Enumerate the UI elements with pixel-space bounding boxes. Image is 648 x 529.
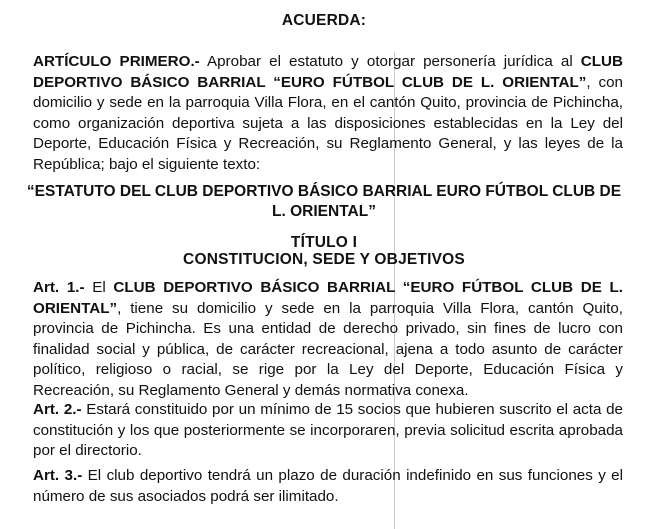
article-3-label: Art. 3.-: [33, 467, 83, 484]
articulo-primero-text-2: , con domicilio y sede en la parroquia Villa Flora, en el cantón Quito, provincia de Pichincha, como organización deportiva sujeta a las disposiciones establecidas en la Ley del Deporte, Educación Física y Recreación, su Reglamento General, y las leyes de la República; bajo el siguiente texto:: [33, 73, 623, 173]
article-1-club-name: CLUB DEPORTIVO BÁSICO BARRIAL “EURO FÚTBOL CLUB DE L. ORIENTAL”: [33, 279, 623, 317]
statute-title: “ESTATUTO DEL CLUB DEPORTIVO BÁSICO BARRIAL EURO FÚTBOL CLUB DE L. ORIENTAL”: [26, 183, 622, 220]
article-1-text-1: El: [84, 279, 114, 296]
article-1-text-2: , tiene su domicilio y sede en la parroquia Villa Flora, cantón Quito, provincia de Pichincha. Es una entidad de derecho privado, sin fines de lucro con finalidad social y pública, de carácter recreacional, ajena a todo asunto de carácter político, religioso o racial, se rige por la Ley del Deporte, Educación Física y Recreación, su Reglamento General y demás normativa conexa.: [33, 299, 623, 399]
articulo-primero-text-1: Aprobar el estatuto y otorgar personería jurídica al: [199, 53, 581, 70]
articulo-primero-paragraph: [33, 52, 623, 175]
article-2-paragraph: [33, 400, 623, 462]
article-2-label: Art. 2.-: [33, 401, 82, 418]
articulo-primero-club-name: CLUB DEPORTIVO BÁSICO BARRIAL “EURO FÚTBOL CLUB DE L. ORIENTAL”: [33, 53, 623, 91]
article-3-paragraph: [33, 466, 623, 507]
articulo-primero-label: ARTÍCULO PRIMERO.-: [33, 53, 200, 70]
titulo-name: CONSTITUCION, SEDE Y OBJETIVOS: [183, 251, 465, 268]
article-1-label: Art. 1.-: [33, 279, 85, 296]
article-1-paragraph: [33, 278, 623, 401]
acuerda-heading: ACUERDA:: [281, 12, 367, 29]
titulo-number: TÍTULO I: [290, 234, 358, 251]
article-3-text: El club deportivo tendrá un plazo de duración indefinido en sus funciones y el número de sus asociados podrá ser ilimitado.: [33, 467, 623, 505]
article-2-text: Estará constituido por un mínimo de 15 socios que hubieren suscrito el acta de constitución y los que posteriormente se incorporaren, previa solicitud escrita aprobada por el directorio.: [33, 401, 623, 459]
